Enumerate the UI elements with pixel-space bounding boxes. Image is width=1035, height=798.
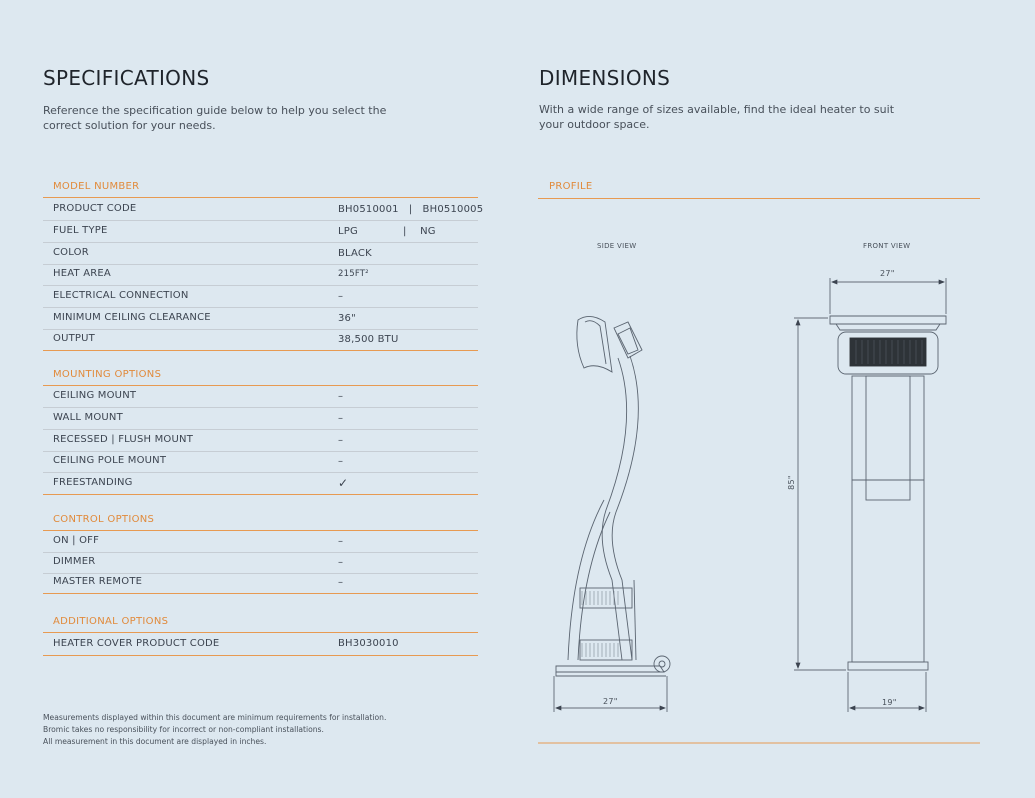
mounting-options-label: MOUNTING OPTIONS [53,369,162,380]
footnote: Measurements displayed within this document are minimum requirements for installation. Bromic takes no responsibility for incorrect or non-compliant installations. All measurement in this document are displayed in inches. [43,713,387,746]
spec-row-master-remote: MASTER REMOTE – [43,572,478,594]
side-width-dimension: 27" [603,697,618,706]
dimensions-title: DIMENSIONS [539,66,671,90]
front-base-width-dimension: 19" [882,698,897,707]
spec-row-ceiling-pole-mount: CEILING POLE MOUNT – [43,451,478,473]
spec-row-output: OUTPUT 38,500 BTU [43,329,478,351]
spec-row-wall-mount: WALL MOUNT – [43,408,478,430]
spec-row-ceiling-mount: CEILING MOUNT – [43,386,478,408]
spec-row-recessed-flush-mount: RECESSED | FLUSH MOUNT – [43,430,478,452]
dimensions-intro: With a wide range of sizes available, find the ideal heater to suit your outdoor space. [539,103,895,131]
specifications-title: SPECIFICATIONS [43,66,210,90]
spec-row-heat-area: HEAT AREA 215FT² [43,264,478,286]
front-view-label: FRONT VIEW [863,242,911,250]
additional-options-label: ADDITIONAL OPTIONS [53,616,169,627]
side-view-drawing [556,316,670,676]
spec-row-electrical-connection: ELECTRICAL CONNECTION – [43,286,478,308]
check-icon: ✓ [338,476,349,490]
profile-label: PROFILE [549,181,593,192]
spec-row-dimmer: DIMMER – [43,552,478,574]
front-view-drawing [830,316,946,670]
spec-row-on-off: ON | OFF – [43,531,478,553]
spec-row-color: COLOR BLACK [43,243,478,265]
front-height-dimension: 85" [786,475,796,490]
spec-row-product-code: PRODUCT CODE BH0510001 | BH0510005 [43,199,478,221]
spec-row-heater-cover-product-code: HEATER COVER PRODUCT CODE BH3030010 [43,634,478,656]
side-view-label: SIDE VIEW [597,242,637,250]
spec-row-fuel-type: FUEL TYPE LPG | NG [43,221,478,243]
spec-row-freestanding: FREESTANDING ✓ [43,473,478,495]
specifications-intro: Reference the specification guide below to help you select the correct solution for your needs. [43,104,387,132]
model-number-label: MODEL NUMBER [53,181,140,192]
control-options-label: CONTROL OPTIONS [53,514,155,525]
spec-row-minimum-ceiling-clearance: MINIMUM CEILING CLEARANCE 36" [43,308,478,330]
front-top-width-dimension: 27" [880,269,895,278]
